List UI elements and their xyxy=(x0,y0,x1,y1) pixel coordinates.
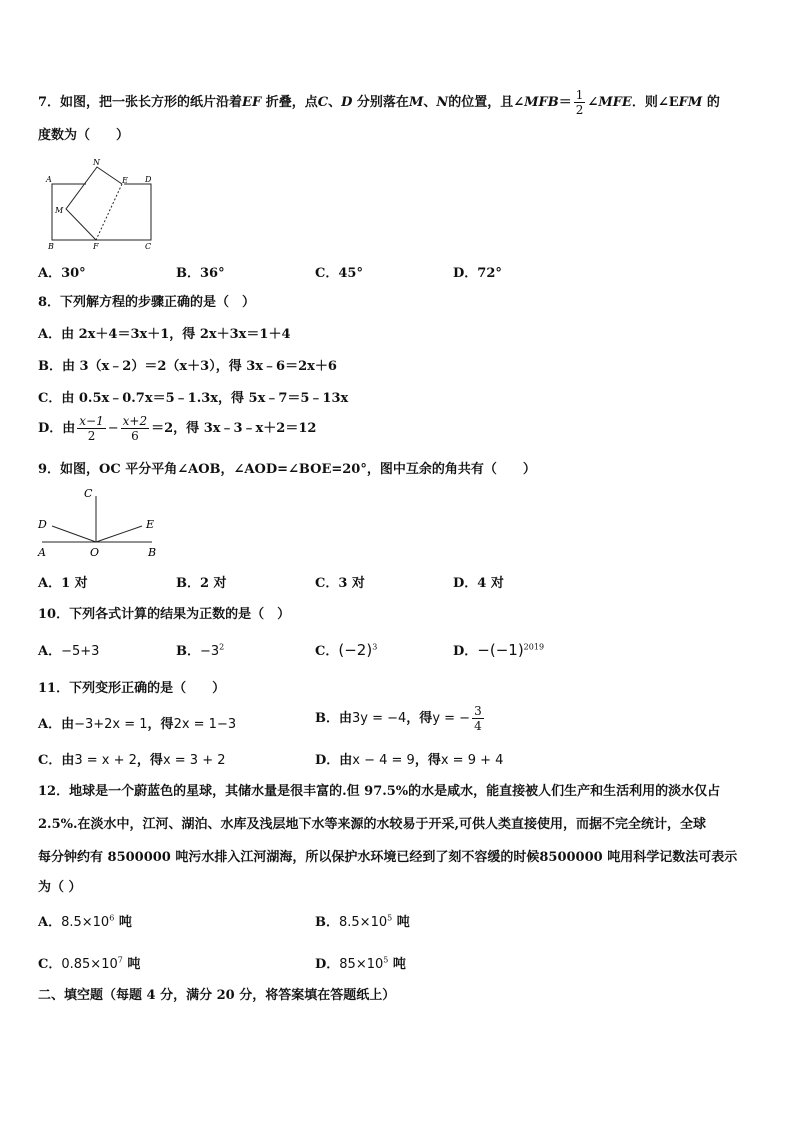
q12-option-d[interactable]: D．$85\times 10^5$ 吨 xyxy=(315,955,406,972)
q7-fraction: $\frac{1}{2}$ xyxy=(575,88,584,117)
q12-line2: 2.5%.在淡水中，江河、湖泊、水库及浅层地下水等来源的水较易于开采,可供人类直接使用，而据不完全统计，全球 xyxy=(38,817,707,832)
q7-label-d: D xyxy=(145,175,152,184)
q9-option-b[interactable]: B．2 对 xyxy=(176,576,227,591)
q9-ray-oe xyxy=(96,526,142,542)
q7-stem-line2: 度数为（ ） xyxy=(38,128,130,143)
q7-option-b[interactable]: B．36° xyxy=(176,266,225,281)
q9-label-e: E xyxy=(146,518,155,531)
q9-stem: 9．如图，OC 平分平角∠AOB，∠AOD=∠BOE=20°，图中互余的角共有（ ） xyxy=(38,462,536,477)
q11-option-a[interactable]: A．由−3+2x = 1，得2x = 1−3 xyxy=(38,717,237,732)
q9-option-c[interactable]: C．3 对 xyxy=(315,576,365,591)
q9-label-d: D xyxy=(38,518,47,531)
q8-option-a[interactable]: A．由 2x＋4＝3x＋1，得 2x＋3x＝1＋4 xyxy=(38,327,291,342)
q7-option-a[interactable]: A．30° xyxy=(38,266,86,281)
q12-line1: 12．地球是一个蔚蓝色的星球，其储水量是很丰富的.但 97.5%的水是咸水，能直接被人们生产和生活利用的淡水仅占 xyxy=(38,784,721,799)
q9-label-o: O xyxy=(90,546,100,558)
q9-label-c: C xyxy=(84,487,93,500)
q10-option-c[interactable]: C．$(-2)^3$ xyxy=(315,641,378,659)
q9-figure xyxy=(34,482,164,558)
q11-option-b[interactable]: B．由3y = −4，得y = − $\frac{3}{4}$ xyxy=(315,704,482,733)
q7-label-a: A xyxy=(46,175,52,184)
q7-label-c: C xyxy=(145,242,152,250)
q10-stem: 10．下列各式计算的结果为正数的是（ ） xyxy=(38,607,291,622)
q12-option-b[interactable]: B．$8.5\times 10^5$ 吨 xyxy=(315,913,410,930)
q9-option-a[interactable]: A．1 对 xyxy=(38,576,88,591)
q8-option-d[interactable]: D．由 $\frac{x-1}{2}$ − $\frac{x+2}{6}$ ＝2，得 3x﹣3﹣x＋2＝12 xyxy=(38,414,317,443)
q7-rect-left-part xyxy=(52,184,151,240)
q8-fraction-1: $\frac{x-1}{2}$ xyxy=(79,414,104,443)
q11-option-c[interactable]: C．由3 = x + 2，得x = 3 + 2 xyxy=(38,753,226,768)
q12-option-a[interactable]: A．$8.5\times 10^6$ 吨 xyxy=(38,913,132,930)
q12-option-c[interactable]: C．$0.85\times 10^7$ 吨 xyxy=(38,955,141,972)
q10-option-b[interactable]: B．$-3^2$ xyxy=(176,642,225,659)
q7-label-n: N xyxy=(93,158,100,167)
q7-option-c[interactable]: C．45° xyxy=(315,266,363,281)
q12-line3: 每分钟约有 8500000 吨污水排入江河湖海，所以保护水环境已经到了刻不容缓的时候8500000 吨用科学记数法可表示 xyxy=(38,850,738,865)
q9-option-d[interactable]: D．4 对 xyxy=(453,576,504,591)
q7-figure xyxy=(44,155,164,250)
q9-ray-od xyxy=(52,526,96,542)
q8-option-b[interactable]: B．由 3（x﹣2）＝2（x＋3），得 3x﹣6＝2x＋6 xyxy=(38,359,337,374)
q12-line4: 为（ ） xyxy=(38,880,82,895)
q9-label-b: B xyxy=(148,546,157,558)
q7-folded-flap xyxy=(66,167,122,240)
q7-label-m: M xyxy=(55,206,64,215)
q10-option-a[interactable]: A．−5+3 xyxy=(38,644,100,659)
q7-fold-line-ef xyxy=(96,184,122,240)
q11-stem: 11．下列变形正确的是（ ） xyxy=(38,681,226,696)
q7-label-e: E xyxy=(122,176,128,185)
q11-fraction: $\frac{3}{4}$ xyxy=(474,704,482,733)
section2-title: 二、填空题（每题 4 分，满分 20 分，将答案填在答题纸上） xyxy=(38,988,396,1003)
q9-label-a: A xyxy=(38,546,46,558)
q7-label-f: F xyxy=(93,242,99,250)
q8-fraction-2: $\frac{x+2}{6}$ xyxy=(122,414,148,443)
q10-option-d[interactable]: D．$-(-1)^{2019}$ xyxy=(453,641,545,659)
q7-option-d[interactable]: D．72° xyxy=(453,266,502,281)
q11-option-d[interactable]: D．由x − 4 = 9，得x = 9 + 4 xyxy=(315,753,504,768)
q8-stem: 8．下列解方程的步骤正确的是（ ） xyxy=(38,295,256,310)
q7-stem-line1: 7．如图，把一张长方形的纸片沿着EF 折叠，点C、D 分别落在M、N的位置，且∠MFB＝ $\frac{1}{2}$ ∠MFE．则∠EFM 的 xyxy=(38,88,720,117)
q7-label-b: B xyxy=(48,242,54,250)
q8-option-c[interactable]: C．由 0.5x﹣0.7x＝5﹣1.3x，得 5x﹣7＝5﹣13x xyxy=(38,391,349,406)
